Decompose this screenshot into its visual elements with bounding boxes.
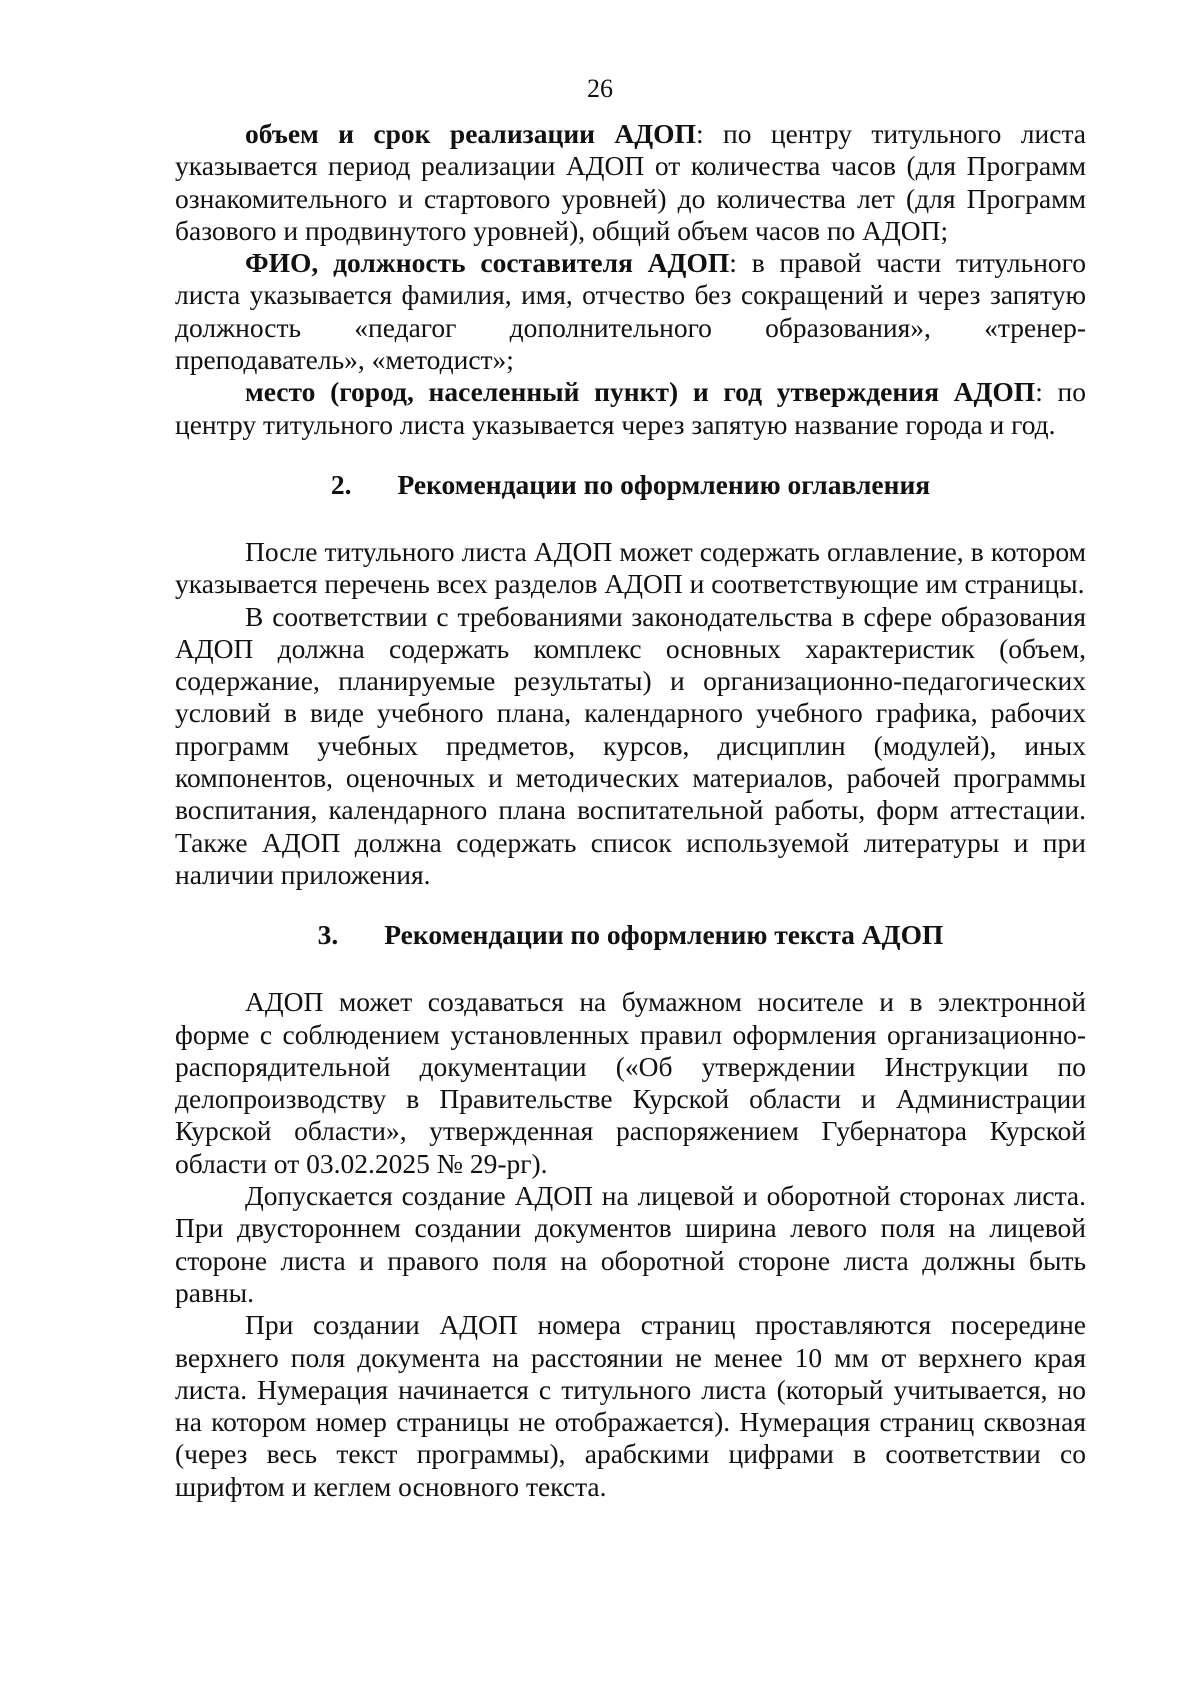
section-3-title: Рекомендации по оформлению текста АДОП	[384, 919, 944, 951]
section-2-title: Рекомендации по оформлению оглавления	[397, 468, 931, 500]
paragraph-author	[175, 247, 1086, 376]
text-volume: : по центру титульного листа указывается период реализации АДОП от количества часов (для Программ ознакомительного и стартового уровней) до количества лет (для Программ базового и продвинутого уровней), общий объем часов по АДОП;	[175, 118, 1086, 246]
term-author: ФИО, должность составителя АДОП	[245, 247, 730, 279]
paragraph-volume	[175, 118, 1086, 247]
page-number: 26	[587, 74, 613, 103]
section-2-paragraph-1: После титульного листа АДОП может содержать оглавление, в котором указывается перечень всех разделов АДОП и соответствующие им страницы.	[175, 535, 1086, 600]
section-3-paragraph-1: АДОП может создаваться на бумажном носителе и в электронной форме с соблюдением установленных правил оформления организационно-распорядительной документации («Об утверждении Инструкции по делопроизводству в Правительстве Курской области и Администрации Курской области», утвержденная распоряжением Губернатора Курской области от 03.02.2025 № 29-рг).	[175, 986, 1086, 1179]
document-body	[175, 118, 1086, 1503]
term-volume: объем и срок реализации АДОП	[245, 118, 696, 149]
text-author: : в правой части титульного листа указывается фамилия, имя, отчество без сокращений и через запятую должность «педагог дополнительного образования», «тренер-преподаватель», «методист»;	[175, 247, 1087, 376]
section-3-paragraph-3: При создании АДОП номера страниц проставляются посередине верхнего поля документа на расстоянии не менее 10 мм от верхнего края листа. Нумерация начинается с титульного листа (который учитывается, но на котором номер страницы не отображается). Нумерация страниц сквозная (через весь текст программы), арабскими цифрами в соответствии со шрифтом и кеглем основного текста.	[175, 1309, 1086, 1502]
text-place: : по центру титульного листа указывается через запятую название города и год.	[175, 376, 1086, 440]
section-2-number: 2.	[330, 468, 352, 500]
section-2-paragraph-2: В соответствии с требованиями законодательства в сфере образования АДОП должна содержать комплекс основных характеристик (объем, содержание, планируемые результаты) и организационно-педагогических условий в виде учебного плана, календарного учебного графика, рабочих программ учебных предметов, курсов, дисциплин (модулей), иных компонентов, оценочных и методических материалов, рабочей программы воспитания, календарного плана воспитательной работы, форм аттестации. Также АДОП должна содержать список используемой литературы и при наличии приложения.	[175, 600, 1086, 890]
section-3-heading	[175, 919, 1086, 951]
section-3-number: 3.	[317, 919, 339, 951]
paragraph-place	[175, 376, 1086, 441]
term-place: место (город, населенный пункт) и год утверждения АДОП	[245, 376, 1036, 408]
section-2-heading	[175, 469, 1086, 501]
section-3-paragraph-2: Допускается создание АДОП на лицевой и оборотной сторонах листа. При двустороннем создании документов ширина левого поля на лицевой стороне листа и правого поля на оборотной стороне листа должны быть равны.	[175, 1180, 1086, 1308]
